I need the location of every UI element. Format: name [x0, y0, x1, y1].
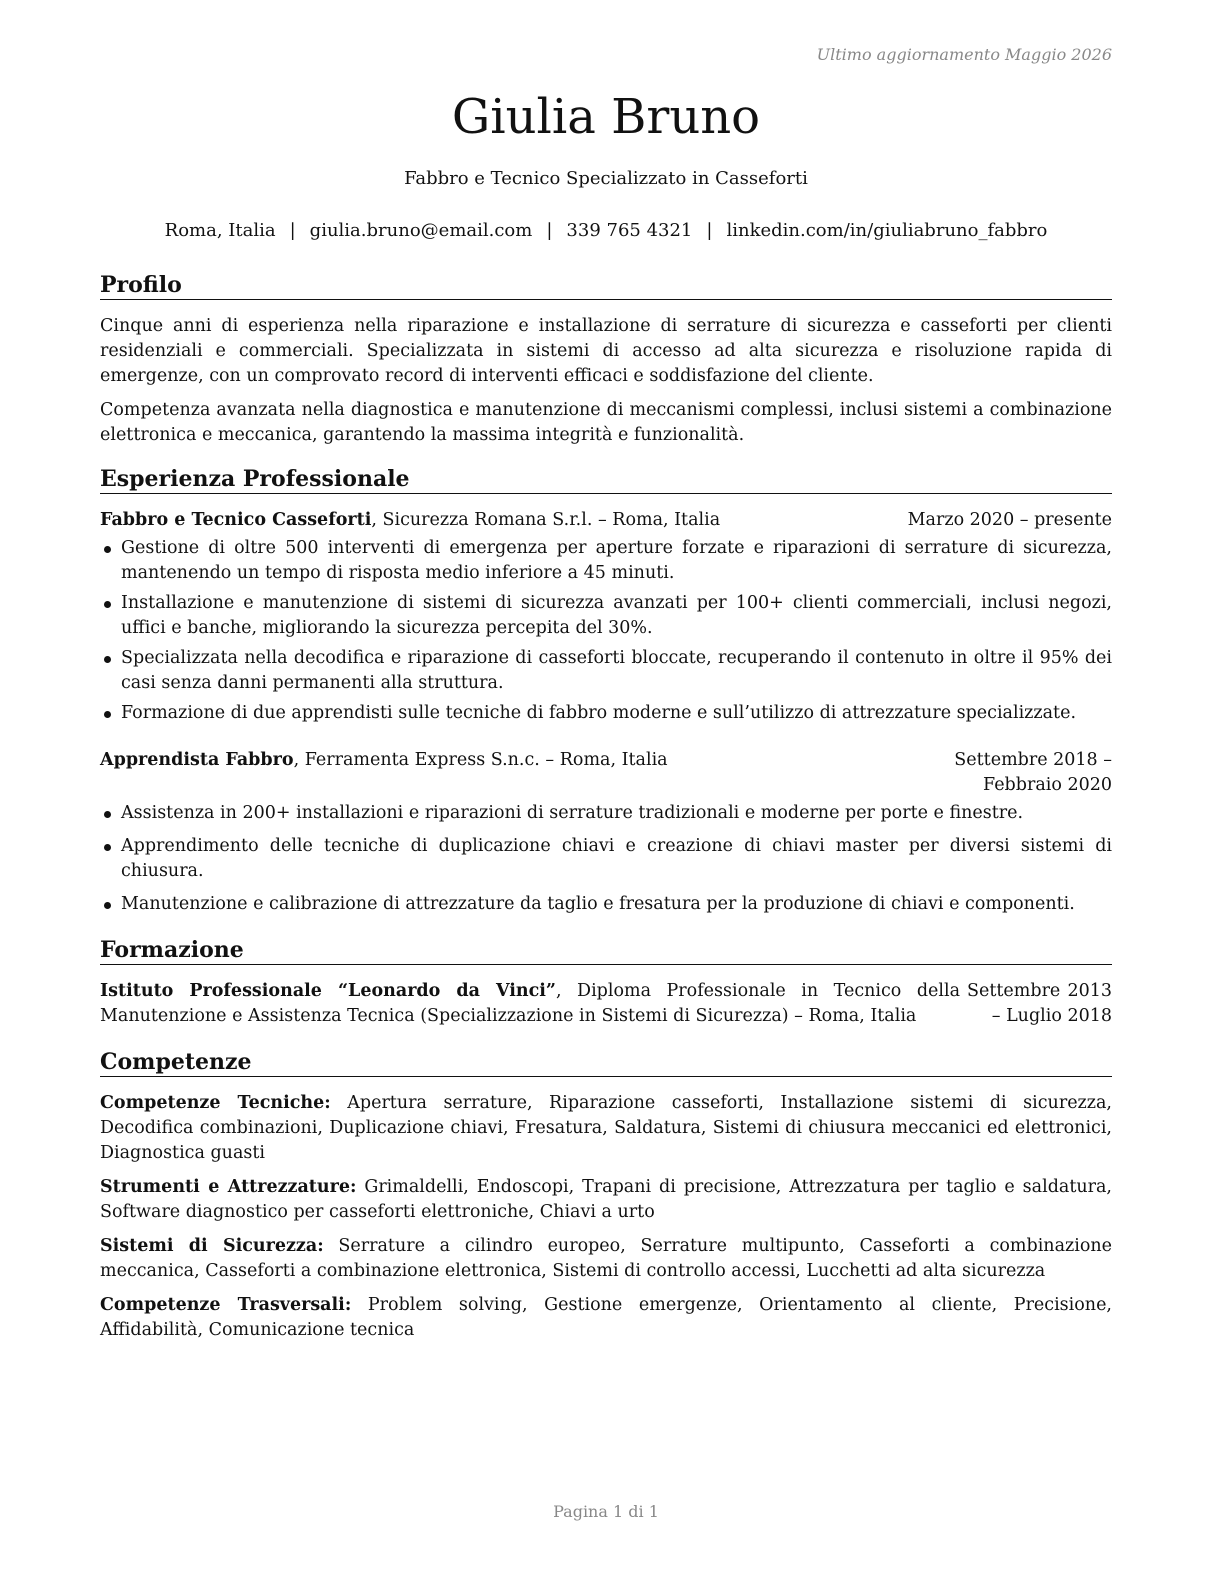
job-bullet: Assistenza in 200+ installazioni e riparazioni di serrature tradizionali e moderne per porte e finestre. [100, 801, 1112, 826]
job-entry [100, 508, 1112, 726]
education-description [100, 979, 960, 1029]
job-entry [100, 748, 1112, 917]
job-dates: Marzo 2020 – presente [907, 510, 1112, 530]
skill-group-label: Sistemi di Sicurezza: [100, 1236, 324, 1256]
skill-group [100, 1091, 1112, 1166]
section-skills [100, 1049, 1112, 1343]
job-role: Fabbro e Tecnico Casseforti [100, 510, 372, 530]
skill-group [100, 1293, 1112, 1343]
skill-group-label: Competenze Tecniche: [100, 1093, 331, 1113]
section-title-profile: Profilo [100, 272, 1112, 300]
skill-group-text: Problem solving, Gestione emergenze, Orientamento al cliente, Precisione, Affidabilità, Comunicazione tecnica [100, 1295, 1112, 1340]
profile-paragraph: Cinque anni di esperienza nella riparazione e installazione di serrature di sicurezza e casseforti per clienti residenziali e commerciali. Specializzata in sistemi di accesso ad alta sicurezza e risoluzione rapida di emergenze, con un comprovato record di interventi efficaci e soddisfazione del cliente. [100, 316, 1112, 386]
resume-page [100, 0, 1112, 1584]
skill-group-text: Serrature a cilindro europeo, Serrature multipunto, Casseforti a combinazione meccanica, Casseforti a combinazione elettronica, Sistemi di controllo accessi, Lucchetti ad alta sicurezza [100, 1236, 1112, 1281]
last-updated: Ultimo aggiornamento Maggio 2026 [816, 45, 1112, 64]
education-entry [100, 979, 1112, 1029]
candidate-role: Fabbro e Tecnico Specializzato in Casseforti [404, 168, 808, 189]
section-profile [100, 272, 1112, 448]
contact-separator: | [289, 220, 296, 241]
job-bullets [100, 536, 1112, 726]
contact-separator: | [706, 220, 713, 241]
section-education [100, 937, 1112, 1029]
job-title-company [100, 508, 720, 533]
job-company: , Ferramenta Express S.n.c. – Roma, Italia [293, 750, 668, 770]
job-bullet: Apprendimento delle tecniche di duplicazione chiavi e creazione di chiavi master per diversi sistemi di chiusura. [100, 834, 1112, 884]
education-school: Istituto Professionale “Leonardo da Vinci” [100, 981, 556, 1001]
skill-group-text: Apertura serrature, Riparazione casseforti, Installazione sistemi di sicurezza, Decodifica combinazioni, Duplicazione chiavi, Fresatura, Saldatura, Sistemi di chiusura meccanici ed elettronici, Diagnostica guasti [100, 1093, 1112, 1163]
job-company: , Sicurezza Romana S.r.l. – Roma, Italia [371, 510, 721, 530]
contact-line [100, 220, 1112, 241]
education-dates: Settembre 2013 – Luglio 2018 [967, 981, 1112, 1026]
job-header [100, 508, 1112, 533]
profile-paragraph: Competenza avanzata nella diagnostica e manutenzione di meccanismi complessi, inclusi sistemi a combinazione elettronica e meccanica, garantendo la massima integrità e funzionalità. [100, 400, 1112, 445]
job-header [100, 748, 1112, 798]
contact-email[interactable]: giulia.bruno@email.com [309, 220, 533, 241]
job-bullet: Specializzata nella decodifica e riparazione di casseforti bloccate, recuperando il contenuto in oltre il 95% dei casi senza danni permanenti alla struttura. [100, 646, 1112, 696]
page-number: Pagina 1 di 1 [553, 1502, 659, 1521]
candidate-name: Giulia Bruno [451, 89, 761, 145]
contact-linkedin[interactable]: linkedin.com/in/giuliabruno_fabbro [726, 220, 1048, 241]
job-bullets [100, 801, 1112, 917]
section-experience [100, 466, 1112, 917]
education-details: , Diploma Professionale in Tecnico della Manutenzione e Assistenza Tecnica (Specializzazione in Sistemi di Sicurezza) – Roma, Italia [100, 981, 961, 1026]
section-title-skills: Competenze [100, 1049, 1112, 1077]
job-dates: Settembre 2018 – Febbraio 2020 [954, 750, 1112, 795]
job-role: Apprendista Fabbro [100, 750, 294, 770]
job-bullet: Installazione e manutenzione di sistemi di sicurezza avanzati per 100+ clienti commerciali, inclusi negozi, uffici e banche, migliorando la sicurezza percepita del 30%. [100, 591, 1112, 641]
skill-group [100, 1175, 1112, 1225]
skill-group-label: Strumenti e Attrezzature: [100, 1177, 357, 1197]
skill-group-label: Competenze Trasversali: [100, 1295, 352, 1315]
section-title-experience: Esperienza Professionale [100, 466, 1112, 494]
skill-group-text: Grimaldelli, Endoscopi, Trapani di precisione, Attrezzatura per taglio e saldatura, Software diagnostico per casseforti elettroniche, Chiavi a urto [100, 1177, 1112, 1222]
section-title-education: Formazione [100, 937, 1112, 965]
contact-separator: | [546, 220, 553, 241]
resume-content [100, 272, 1112, 1352]
contact-location: Roma, Italia [164, 220, 276, 241]
job-bullet: Manutenzione e calibrazione di attrezzature da taglio e fresatura per la produzione di chiavi e componenti. [100, 892, 1112, 917]
job-bullet: Formazione di due apprendisti sulle tecniche di fabbro moderne e sull’utilizzo di attrezzature specializzate. [100, 701, 1112, 726]
job-title-company [100, 748, 668, 798]
skill-group [100, 1234, 1112, 1284]
job-bullet: Gestione di oltre 500 interventi di emergenza per aperture forzate e riparazioni di serrature di sicurezza, mantenendo un tempo di risposta medio inferiore a 45 minuti. [100, 536, 1112, 586]
contact-phone[interactable]: 339 765 4321 [566, 220, 693, 241]
